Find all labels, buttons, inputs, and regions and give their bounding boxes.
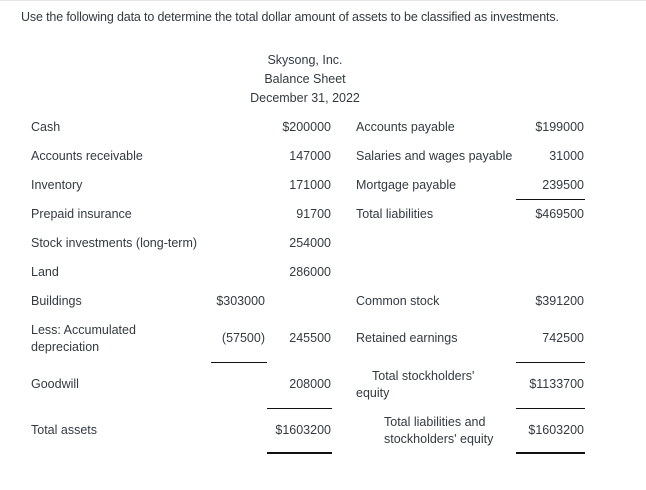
subtotal-rule (267, 408, 332, 409)
total-liabilities-label: Total liabilities (356, 207, 434, 221)
asset-subamount: (57500) (221, 331, 265, 345)
subtotal-rule (516, 362, 585, 363)
asset-amount: 147000 (289, 149, 331, 163)
subtotal-rule (211, 362, 267, 363)
asset-amount: 245500 (289, 331, 331, 345)
asset-amount: 286000 (289, 265, 331, 279)
total-liabilities-equity-label: stockholders' equity (384, 432, 494, 446)
asset-label: Cash (31, 120, 61, 134)
asset-label: Inventory (31, 178, 83, 192)
asset-label: Less: Accumulated (31, 323, 136, 337)
question-prompt: Use the following data to determine the total dollar amount of assets to be classified as investments. (21, 10, 559, 24)
company-name: Skysong, Inc. (267, 53, 343, 67)
total-equity-label: equity (356, 386, 390, 400)
asset-subamount: $303000 (216, 294, 265, 308)
asset-label: Stock investments (long-term) (31, 236, 198, 250)
liability-amount: 31000 (549, 149, 584, 163)
equity-label: Common stock (356, 294, 440, 308)
liability-label: Salaries and wages payable (356, 149, 513, 163)
total-liabilities-equity-label: Total liabilities and (384, 415, 486, 429)
asset-amount: 208000 (289, 377, 331, 391)
total-equity-amount: $1133700 (529, 377, 584, 391)
asset-label: Land (31, 265, 59, 279)
asset-amount: 91700 (296, 207, 331, 221)
asset-amount: 171000 (289, 178, 331, 192)
top-divider (0, 0, 646, 1)
equity-label: Retained earnings (356, 331, 458, 345)
total-liabilities-equity-amount: $1603200 (528, 423, 584, 437)
asset-amount: 254000 (289, 236, 331, 250)
asset-label: Goodwill (31, 377, 79, 391)
total-liabilities-amount: $469500 (535, 207, 584, 221)
liability-amount: 239500 (542, 178, 584, 192)
asset-amount: $200000 (282, 120, 331, 134)
statement-date: December 31, 2022 (250, 91, 360, 105)
liability-label: Mortgage payable (356, 178, 457, 192)
subtotal-rule (516, 408, 585, 409)
asset-label: Accounts receivable (31, 149, 143, 163)
total-rule (267, 452, 332, 454)
asset-label: depreciation (31, 340, 100, 354)
equity-amount: 742500 (542, 331, 584, 345)
liability-label: Accounts payable (356, 120, 455, 134)
total-equity-label: Total stockholders' (372, 369, 475, 383)
liability-amount: $199000 (535, 120, 584, 134)
asset-label: Prepaid insurance (31, 207, 132, 221)
total-rule (516, 452, 585, 454)
total-assets-amount: $1603200 (275, 423, 331, 437)
asset-label: Buildings (31, 294, 82, 308)
statement-title: Balance Sheet (264, 72, 346, 86)
equity-amount: $391200 (535, 294, 584, 308)
total-assets-label: Total assets (31, 423, 98, 437)
subtotal-rule (516, 199, 585, 200)
